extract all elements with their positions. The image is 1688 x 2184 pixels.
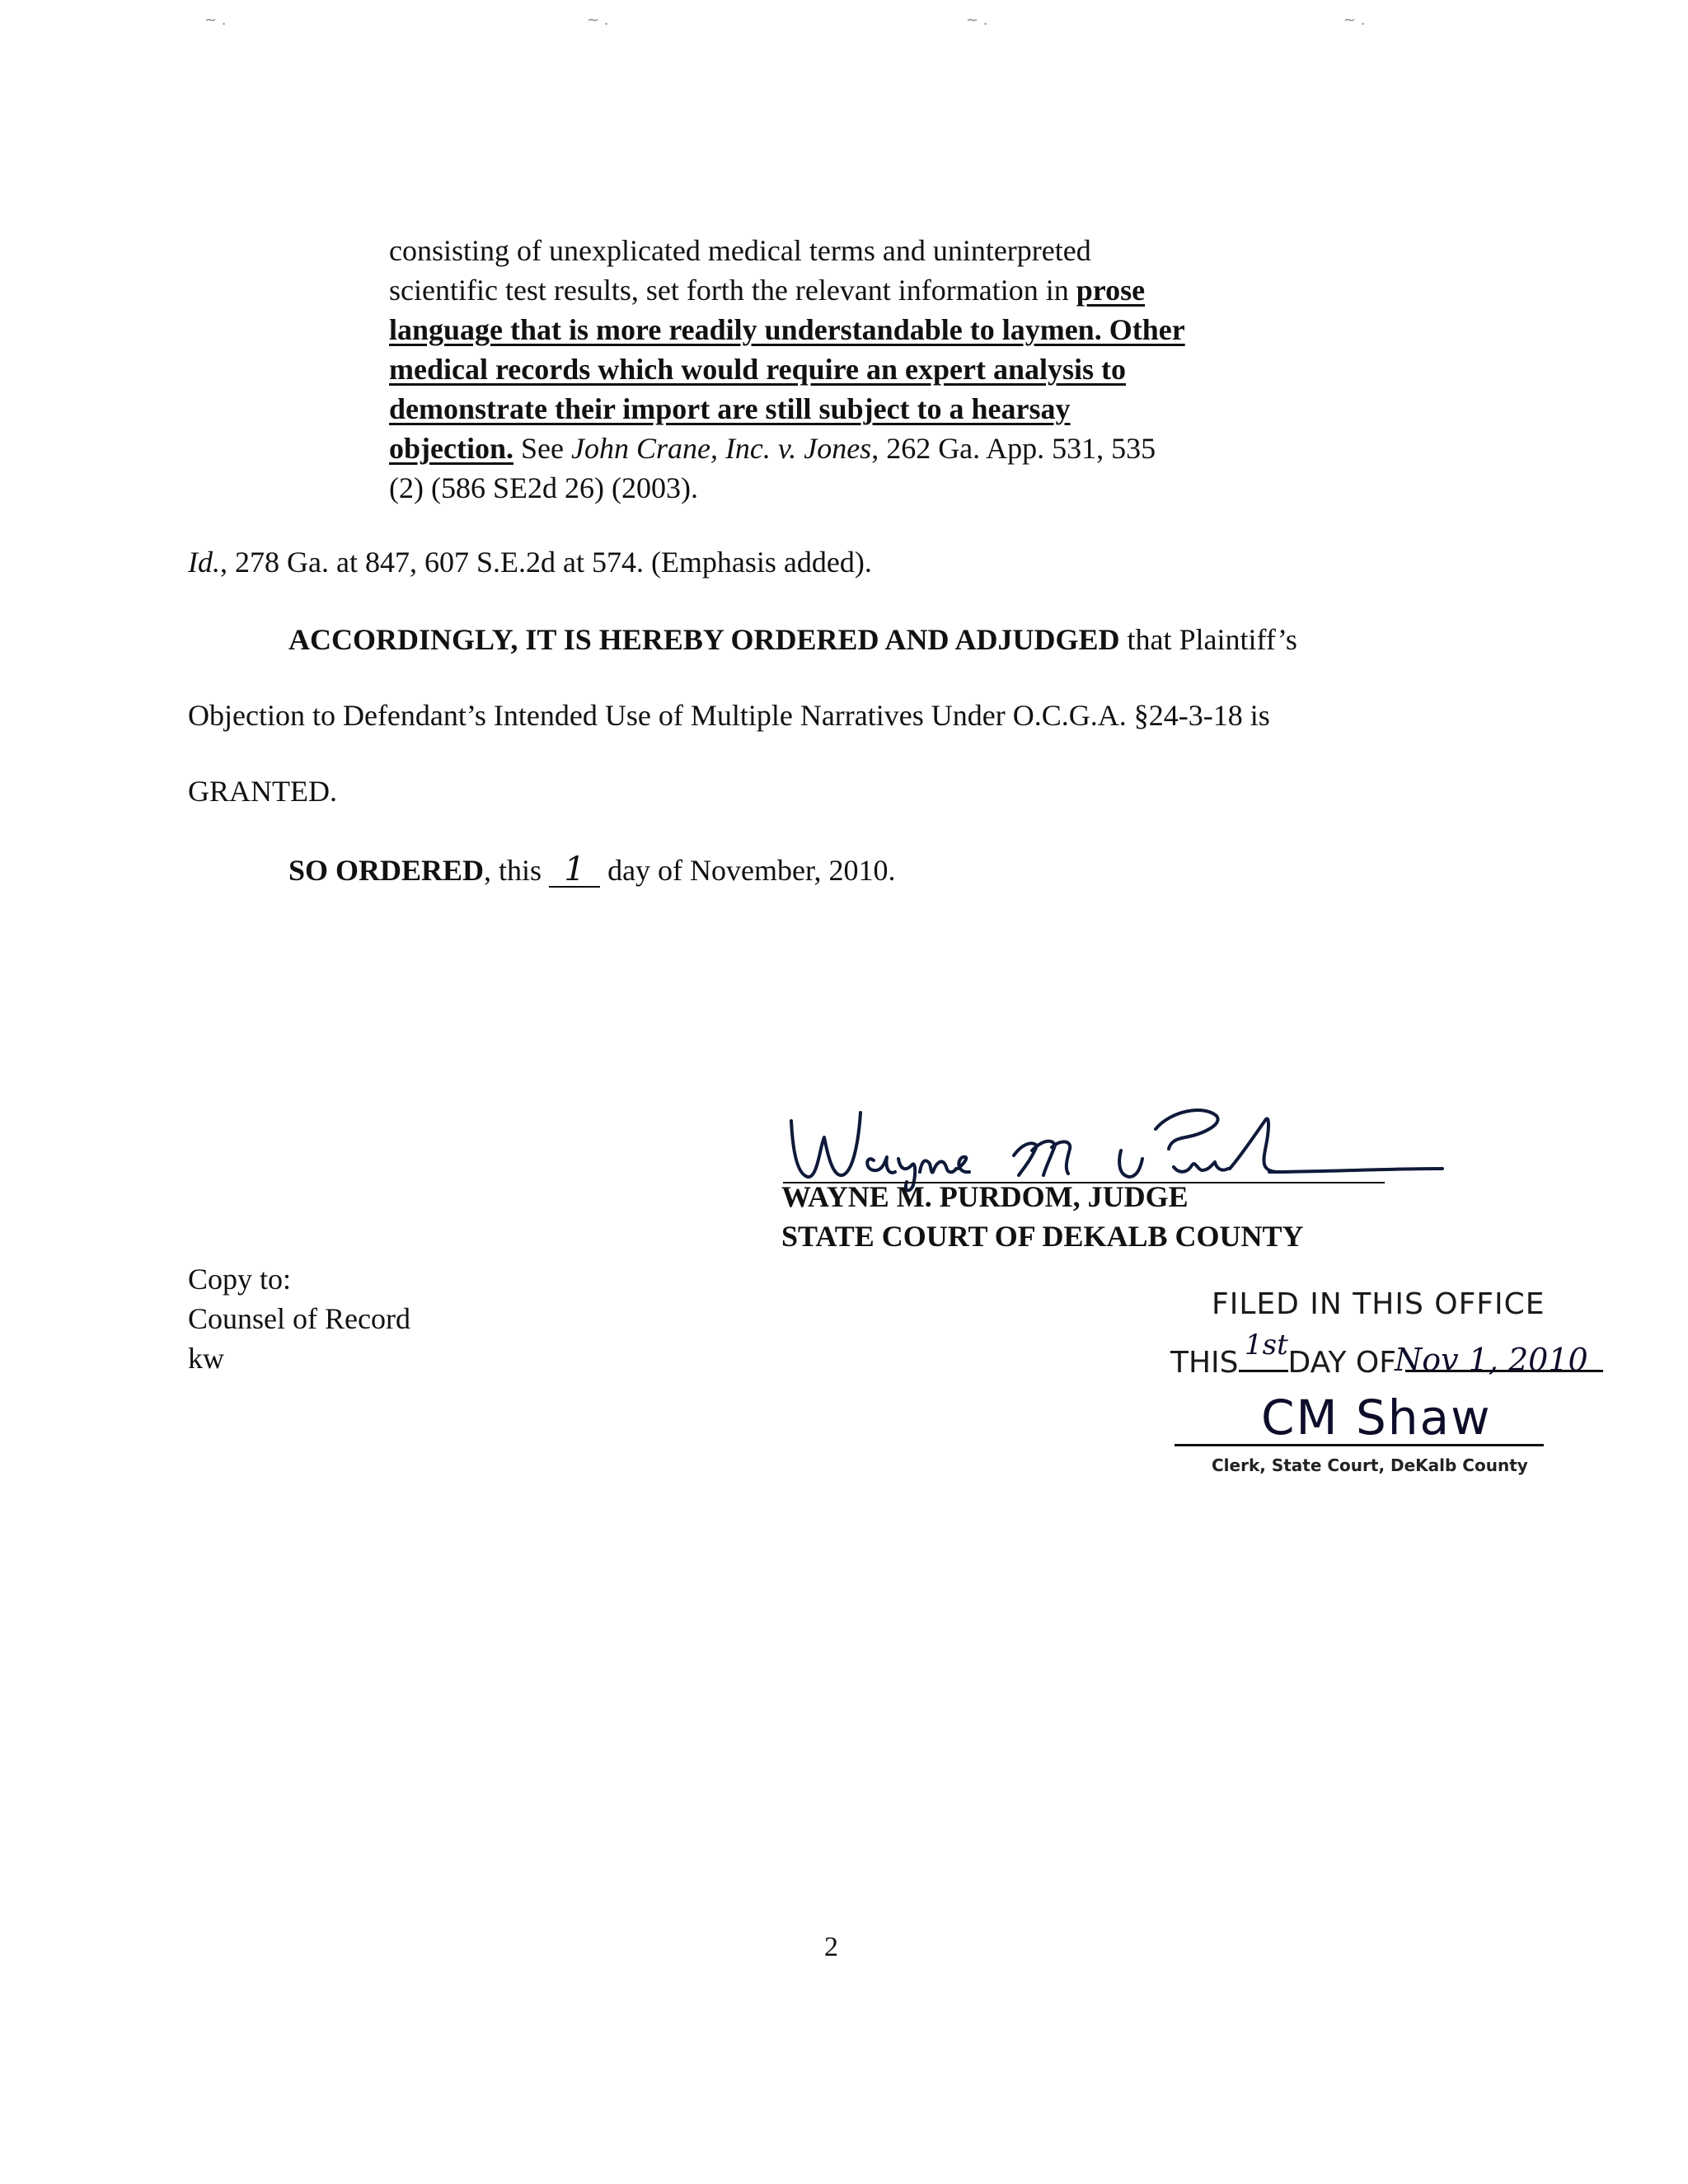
stamp-day-handwriting: 1st (1245, 1329, 1288, 1361)
quote-line-2: scientific test results, set forth the relevant information in prose (389, 274, 1146, 307)
order-line-2: Objection to Defendant’s Intended Use of Multiple Narratives Under O.C.G.A. §24-3-18 is (188, 699, 1270, 732)
filing-stamp-title: FILED IN THIS OFFICE (1212, 1287, 1545, 1321)
clerk-caption: Clerk, State Court, DeKalb County (1212, 1455, 1528, 1475)
scan-artifact: ~ . (587, 12, 609, 29)
scan-artifact: ~ . (1343, 12, 1366, 29)
filing-stamp-date-line: THIS DAY OF (1170, 1345, 1603, 1380)
judge-court: STATE COURT OF DEKALB COUNTY (781, 1220, 1304, 1253)
so-ordered-line: SO ORDERED, this 1 day of November, 2010. (288, 851, 896, 888)
clerk-signature: CM Shaw (1261, 1390, 1492, 1446)
scan-artifact: ~ . (966, 12, 988, 29)
judge-name: WAYNE M. PURDOM, JUDGE (781, 1180, 1189, 1213)
quote-line-7: (2) (586 SE2d 26) (2003). (389, 471, 698, 504)
scan-artifact: ~ . (204, 12, 227, 29)
copy-to-recipient: Counsel of Record (188, 1302, 410, 1335)
order-line-1: ACCORDINGLY, IT IS HEREBY ORDERED AND ADJUDGED that Plaintiff’s (288, 623, 1297, 656)
citation-line: Id., 278 Ga. at 847, 607 S.E.2d at 574. (Emphasis added). (188, 546, 872, 579)
copy-to-label: Copy to: (188, 1263, 292, 1296)
quote-line-3: language that is more readily understandable to laymen. Other (389, 313, 1185, 346)
order-line-3: GRANTED. (188, 775, 337, 808)
quote-line-6: objection. See John Crane, Inc. v. Jones, 262 Ga. App. 531, 535 (389, 432, 1156, 465)
page-number: 2 (824, 1932, 838, 1962)
day-blank: 1 (549, 853, 600, 888)
clerk-signature-line (1175, 1444, 1544, 1446)
quote-line-1: consisting of unexplicated medical terms and uninterpreted (389, 234, 1091, 267)
quote-line-4: medical records which would require an expert analysis to (389, 353, 1126, 386)
copy-to-initials: kw (188, 1342, 224, 1375)
quote-line-5: demonstrate their import are still subject to a hearsay (389, 392, 1071, 425)
stamp-month-handwriting: Nov 1, 2010 (1395, 1342, 1588, 1378)
